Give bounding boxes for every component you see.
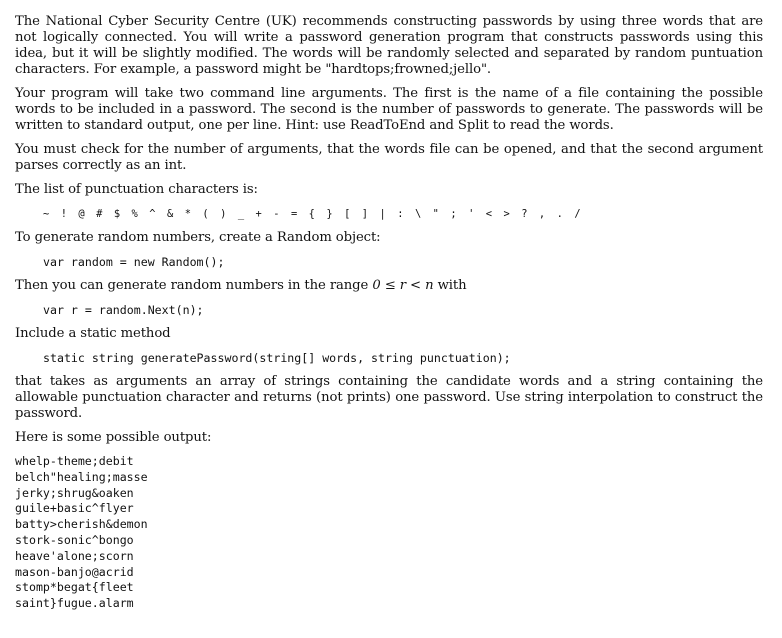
output-line: heave'alone;scorn xyxy=(15,548,134,563)
code-random-next: var r = random.Next(n); xyxy=(43,303,204,317)
output-line: saint}fugue.alarm xyxy=(15,596,134,611)
output-line: guile+basic^flyer xyxy=(15,501,134,516)
output-line: mason-banjo@acrid xyxy=(15,564,134,579)
output-line: stomp*begat{fleet xyxy=(15,580,134,595)
validation-paragraph: You must check for the number of arguments, that the words file can be opened, and that the second argument parses correctly as an int. xyxy=(15,142,763,173)
method-description: that takes as arguments an array of strings containing the candidate words and a string containing the allowable punctuation character and returns (not prints) one password. Use string interpolation to construct the password. xyxy=(15,374,763,421)
range-math: 0 ≤ r < n xyxy=(372,278,434,293)
output-line: whelp-theme;debit xyxy=(15,454,134,468)
sample-output xyxy=(15,454,763,612)
generate-suffix: with xyxy=(433,278,467,293)
code-method-signature: static string generatePassword(string[] words, string punctuation); xyxy=(43,351,511,365)
output-line: batty>cherish&demon xyxy=(15,517,148,532)
static-method-intro: Include a static method xyxy=(15,326,171,341)
generate-paragraph xyxy=(15,278,763,294)
output-line: belch"healing;masse xyxy=(15,469,148,484)
random-intro: To generate random numbers, create a Random object: xyxy=(15,230,381,245)
punctuation-list: ~ ! @ # $ % ^ & * ( ) _ + - = { } [ ] | : \ " ; ' < > ? , . / xyxy=(43,208,584,220)
intro-paragraph: The National Cyber Security Centre (UK) recommends constructing passwords by using three words that are not logically connected. You will write a password generation program that constructs passwords using this idea, but it will be slightly modified. The words will be randomly selected and separated by random puntuation characters. For example, a password might be "hardtops;frowned;jello". xyxy=(15,14,763,77)
output-intro: Here is some possible output: xyxy=(15,430,212,445)
code-random-object: var random = new Random(); xyxy=(43,255,225,269)
assignment-document xyxy=(15,14,763,612)
punctuation-intro: The list of punctuation characters is: xyxy=(15,182,258,197)
arguments-paragraph: Your program will take two command line arguments. The first is the name of a file containing the possible words to be included in a password. The second is the number of passwords to generate. The passwords will be written to standard output, one per line. Hint: use ReadToEnd and Split to read the words. xyxy=(15,86,763,133)
generate-prefix: Then you can generate random numbers in the range xyxy=(15,278,373,293)
output-line: stork-sonic^bongo xyxy=(15,532,134,547)
output-line: jerky;shrug&oaken xyxy=(15,485,134,500)
